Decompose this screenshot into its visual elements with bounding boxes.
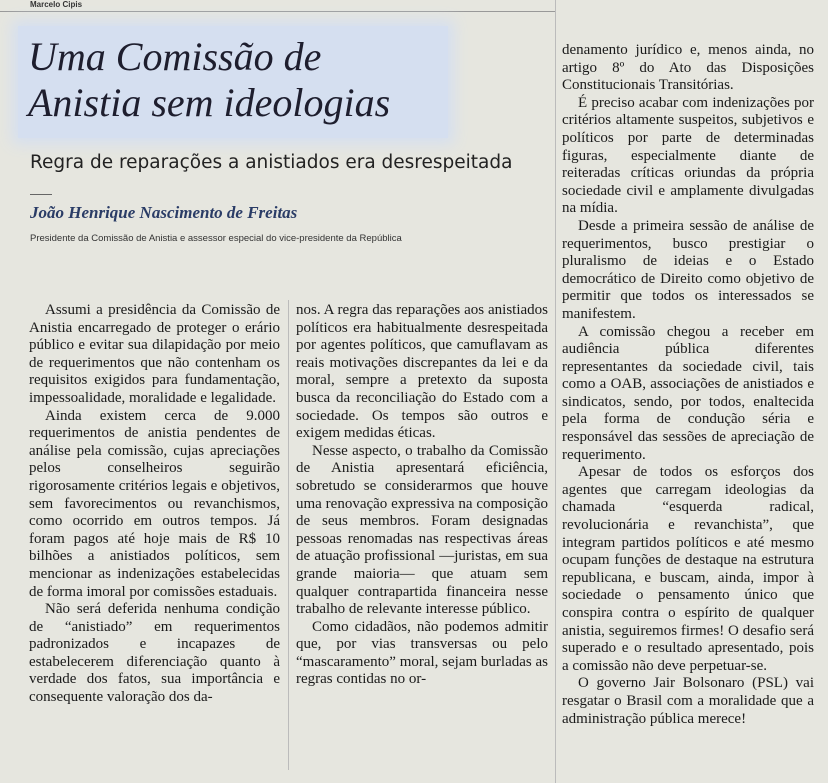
- paragraph: Ainda existem cerca de 9.000 requerimentos de anistia pendentes de análise pela comissão, cujas apreciações pelos conselheiros seguirão rigorosamente critérios legais e objetivos, sem favorecimentos ou revanchismos, como ocorrido em outros tempos. Já foram pagos até hoje mais de R$ 10 bilhões a anistiados políticos, sem mencionar as indenizações estabelecidas de forma imoral por comissões estaduais.: [29, 407, 280, 600]
- top-divider: [0, 11, 555, 12]
- subtitle: Regra de reparações a anistiados era desrespeitada: [30, 152, 513, 173]
- author-role: Presidente da Comissão de Anistia e assessor especial do vice-presidente da República: [30, 233, 402, 244]
- article-column-3: [562, 42, 814, 728]
- paragraph: Como cidadãos, não podemos admitir que, por vias transversas ou pelo “mascaramento” moral, sejam burladas as regras contidas no or-: [296, 618, 548, 688]
- author-name: João Henrique Nascimento de Freitas: [30, 203, 298, 222]
- paragraph: É preciso acabar com indenizações por critérios altamente suspeitos, subjetivos e políticos por parte de determinadas figuras, especialmente diante de reiteradas críticas oriundas da própria sociedade civil e amplamente divulgadas na mídia.: [562, 94, 814, 217]
- illustration-credit: Marcelo Cipis: [30, 0, 83, 9]
- headline-line-1: Uma Comissão de: [28, 34, 322, 79]
- paragraph: Nesse aspecto, o trabalho da Comissão de Anistia apresentará eficiência, sobretudo se considerarmos que houve uma renovação expressiva na composição de seus membros. Foram designadas pessoas renomadas nas respectivas áreas de atuação profissional —juristas, em sua grande maioria— que atuam sem qualquer contrapartida financeira nesse trabalho de relevante interesse público.: [296, 442, 548, 618]
- paragraph: Apesar de todos os esforços dos agentes que carregam ideologias da chamada “esquerda radical, revolucionária e revanchista”, que integram partidos políticos e até mesmo ocupam funções de destaque na estrutura republicana, e buscam, ainda, impor à sociedade o pensamento único que conspira contra o espírito de qualquer anistia, seguiremos firmes! O desafio será superado e o resultado apresentado, pois a comissão não deve perpetuar-se.: [562, 464, 814, 674]
- headline: [28, 34, 458, 126]
- paragraph: Não será deferida nenhuma condição de “anistiado” em requerimentos padronizados e incapazes de estabelecerem diferenciação quanto à verdade dos fatos, sua importância e consequente valoração dos da-: [29, 601, 280, 706]
- column-divider: [555, 0, 556, 783]
- article-column-2: [296, 302, 548, 689]
- byline-rule: [30, 194, 52, 195]
- column-divider: [288, 300, 289, 770]
- paragraph: Desde a primeira sessão de análise de requerimentos, busco prestigiar o pluralismo de ideias e o Estado democrático de Direito como objetivo de permitir que todos os interessados se manifestem.: [562, 217, 814, 322]
- paragraph: nos. A regra das reparações aos anistiados políticos era habitualmente desrespeitada por agentes políticos, que camuflavam as reais motivações discrepantes da lei e da moral, sempre a pretexto da suposta busca da reconciliação do Estado com a sociedade. Os tempos são outros e exigem medidas éticas.: [296, 302, 548, 442]
- paragraph: O governo Jair Bolsonaro (PSL) vai resgatar o Brasil com a moralidade que a administração pública merece!: [562, 675, 814, 727]
- paragraph: A comissão chegou a receber em audiência pública diferentes representantes da sociedade civil, tais como a OAB, associações de anistiados e sindicatos, sendo, por todos, enaltecida pela forma de condução séria e responsável das sessões de apreciação de requerimento.: [562, 323, 814, 463]
- headline-line-2: Anistia sem ideologias: [28, 80, 391, 125]
- paragraph: Assumi a presidência da Comissão de Anistia encarregado de proteger o erário público e evitar sua dilapidação por meio de requerimentos que não contenham os requisitos exigidos para fundamentação, impessoalidade, moralidade e legalidade.: [29, 302, 280, 406]
- article-column-1: [29, 302, 280, 707]
- paragraph: denamento jurídico e, menos ainda, no artigo 8º do Ato das Disposições Constitucionais Transitórias.: [562, 42, 814, 94]
